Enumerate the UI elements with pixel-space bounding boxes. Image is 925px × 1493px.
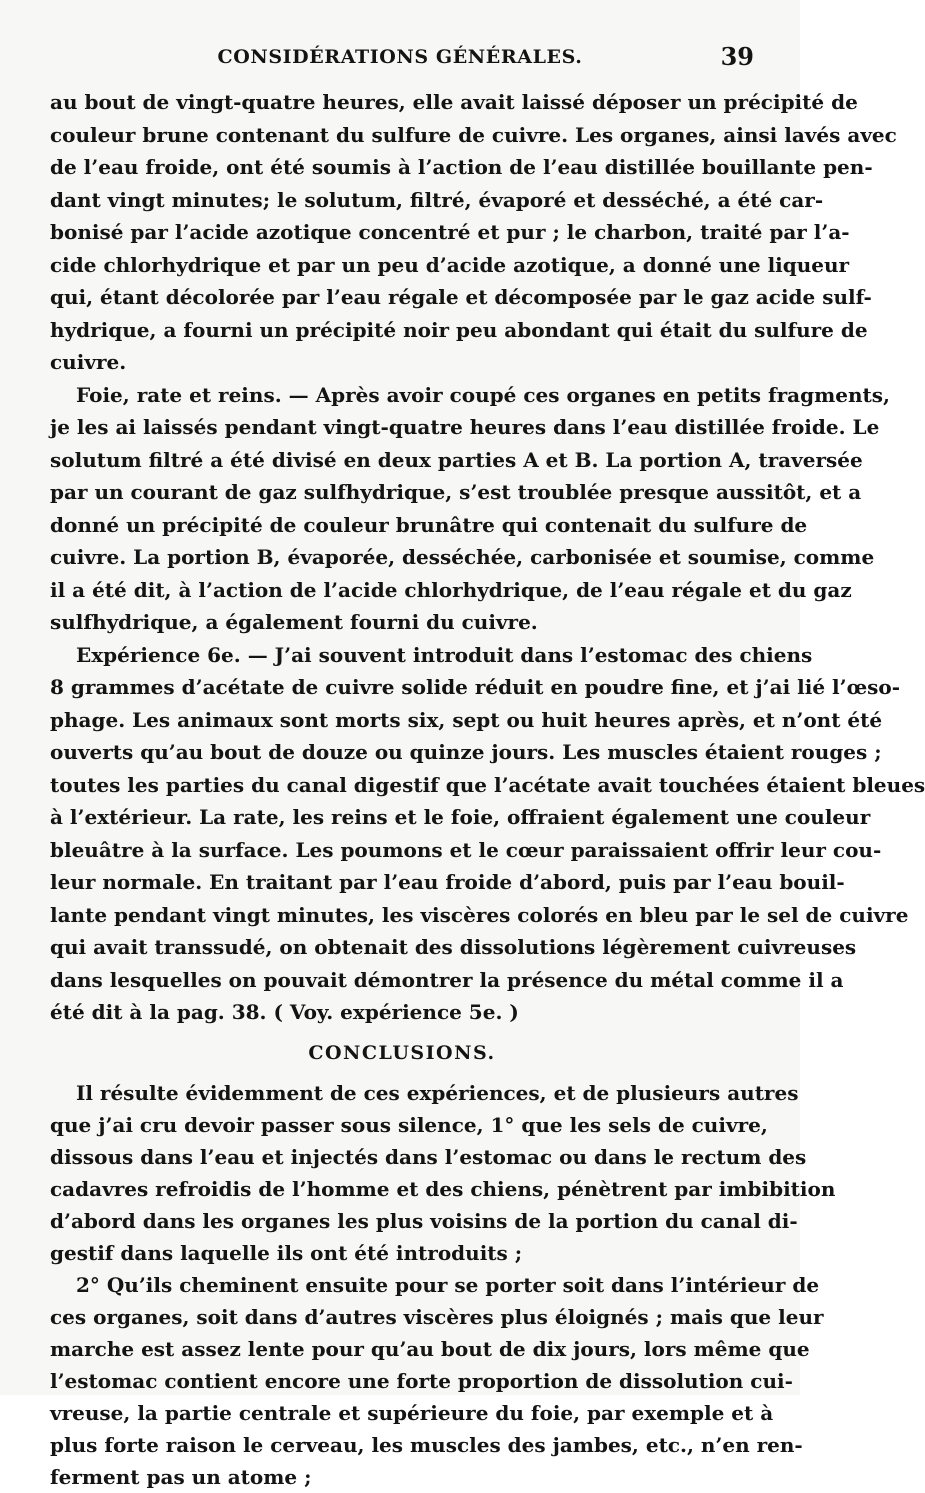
text-line: que j’ai cru devoir passer sous silence, 1° que les sels de cuivre,	[50, 1112, 768, 1137]
text-line: plus forte raison le cerveau, les muscles des jambes, etc., n’en ren-	[50, 1432, 803, 1457]
text-line: marche est assez lente pour qu’au bout de dix jours, lors même que	[50, 1336, 810, 1361]
text-line: toutes les parties du canal digestif que l’acétate avait touchées étaient bleues	[50, 772, 925, 797]
text-line: cide chlorhydrique et par un peu d’acide azotique, a donné une liqueur	[50, 252, 850, 277]
section-heading: CONCLUSIONS.	[308, 1041, 496, 1064]
text-line: hydrique, a fourni un précipité noir peu abondant qui était du sulfure de	[50, 317, 868, 342]
text-line: couleur brune contenant du sulfure de cuivre. Les organes, ainsi lavés avec	[50, 122, 897, 147]
text-line: 2° Qu’ils cheminent ensuite pour se porter soit dans l’intérieur de	[76, 1272, 820, 1297]
paragraph-conclusion-2	[50, 1269, 824, 1493]
text-line: Expérience 6e. — J’ai souvent introduit dans l’estomac des chiens	[76, 642, 813, 667]
text-line: été dit à la pag. 38. ( Voy. expérience 5e. )	[50, 1000, 519, 1024]
text-line: solutum filtré a été divisé en deux parties A et B. La portion A, traversée	[50, 447, 863, 472]
text-line: qui, étant décolorée par l’eau régale et décomposée par le gaz acide sulf-	[50, 285, 872, 309]
text-line: dant vingt minutes; le solutum, filtré, évaporé et desséché, a été car-	[50, 187, 824, 212]
text-line: bleuâtre à la surface. Les poumons et le cœur paraissaient offrir leur cou-	[50, 837, 882, 862]
paragraph-foie-rate-reins	[50, 379, 890, 639]
text-line: phage. Les animaux sont morts six, sept ou huit heures après, et n’ont été	[50, 707, 883, 732]
text-line: je les ai laissés pendant vingt-quatre heures dans l’eau distillée froide. Le	[50, 415, 880, 439]
paragraph-experience-6	[50, 639, 925, 1029]
text-line: à l’extérieur. La rate, les reins et le foie, offraient également une couleur	[50, 805, 871, 829]
page-number: 39	[720, 42, 754, 71]
text-line: cuivre. La portion B, évaporée, desséchée, carbonisée et soumise, comme	[50, 545, 875, 569]
text-line: d’abord dans les organes les plus voisins de la portion du canal di-	[50, 1208, 798, 1233]
text-line: ferment pas un atome ;	[50, 1464, 312, 1489]
text-line: cuivre.	[50, 350, 127, 374]
paragraph-conclusion-1	[50, 1077, 836, 1269]
text-line: gestif dans laquelle ils ont été introduits ;	[50, 1240, 523, 1265]
body-text	[50, 86, 925, 1493]
text-line: leur normale. En traitant par l’eau froide d’abord, puis par l’eau bouil-	[50, 870, 845, 894]
text-line: dans lesquelles on pouvait démontrer la présence du métal comme il a	[50, 967, 844, 992]
running-title: CONSIDÉRATIONS GÉNÉRALES.	[217, 46, 583, 68]
text-line: cadavres refroidis de l’homme et des chiens, pénètrent par imbibition	[50, 1176, 836, 1201]
text-line: l’estomac contient encore une forte proportion de dissolution cui-	[50, 1368, 793, 1393]
text-line: vreuse, la partie centrale et supérieure du foie, par exemple et à	[50, 1400, 774, 1425]
text-line: il a été dit, à l’action de l’acide chlorhydrique, de l’eau régale et du gaz	[50, 577, 852, 602]
text-line: dissous dans l’eau et injectés dans l’estomac ou dans le rectum des	[50, 1144, 807, 1169]
text-line: Foie, rate et reins. — Après avoir coupé ces organes en petits fragments,	[76, 382, 890, 407]
text-line: bonisé par l’acide azotique concentré et pur ; le charbon, traité par l’a-	[50, 220, 850, 244]
text-line: par un courant de gaz sulfhydrique, s’est troublée presque aussitôt, et a	[50, 480, 862, 504]
text-line: qui avait transsudé, on obtenait des dissolutions légèrement cuivreuses	[50, 935, 857, 959]
paragraph-continuation	[50, 86, 897, 379]
text-line: au bout de vingt-quatre heures, elle avait laissé déposer un précipité de	[50, 90, 858, 114]
text-line: ces organes, soit dans d’autres viscères plus éloignés ; mais que leur	[50, 1304, 824, 1329]
text-line: sulfhydrique, a également fourni du cuivre.	[50, 610, 538, 634]
text-line: de l’eau froide, ont été soumis à l’action de l’eau distillée bouillante pen-	[50, 155, 873, 179]
running-head	[0, 40, 800, 76]
text-line: ouverts qu’au bout de douze ou quinze jours. Les muscles étaient rouges ;	[50, 740, 882, 764]
text-line: 8 grammes d’acétate de cuivre solide réduit en poudre fine, et j’ai lié l’œso-	[50, 675, 901, 699]
text-line: lante pendant vingt minutes, les viscères colorés en bleu par le sel de cuivre	[50, 902, 909, 927]
text-line: donné un précipité de couleur brunâtre qui contenait du sulfure de	[50, 512, 808, 537]
text-line: Il résulte évidemment de ces expériences, et de plusieurs autres	[76, 1080, 799, 1105]
